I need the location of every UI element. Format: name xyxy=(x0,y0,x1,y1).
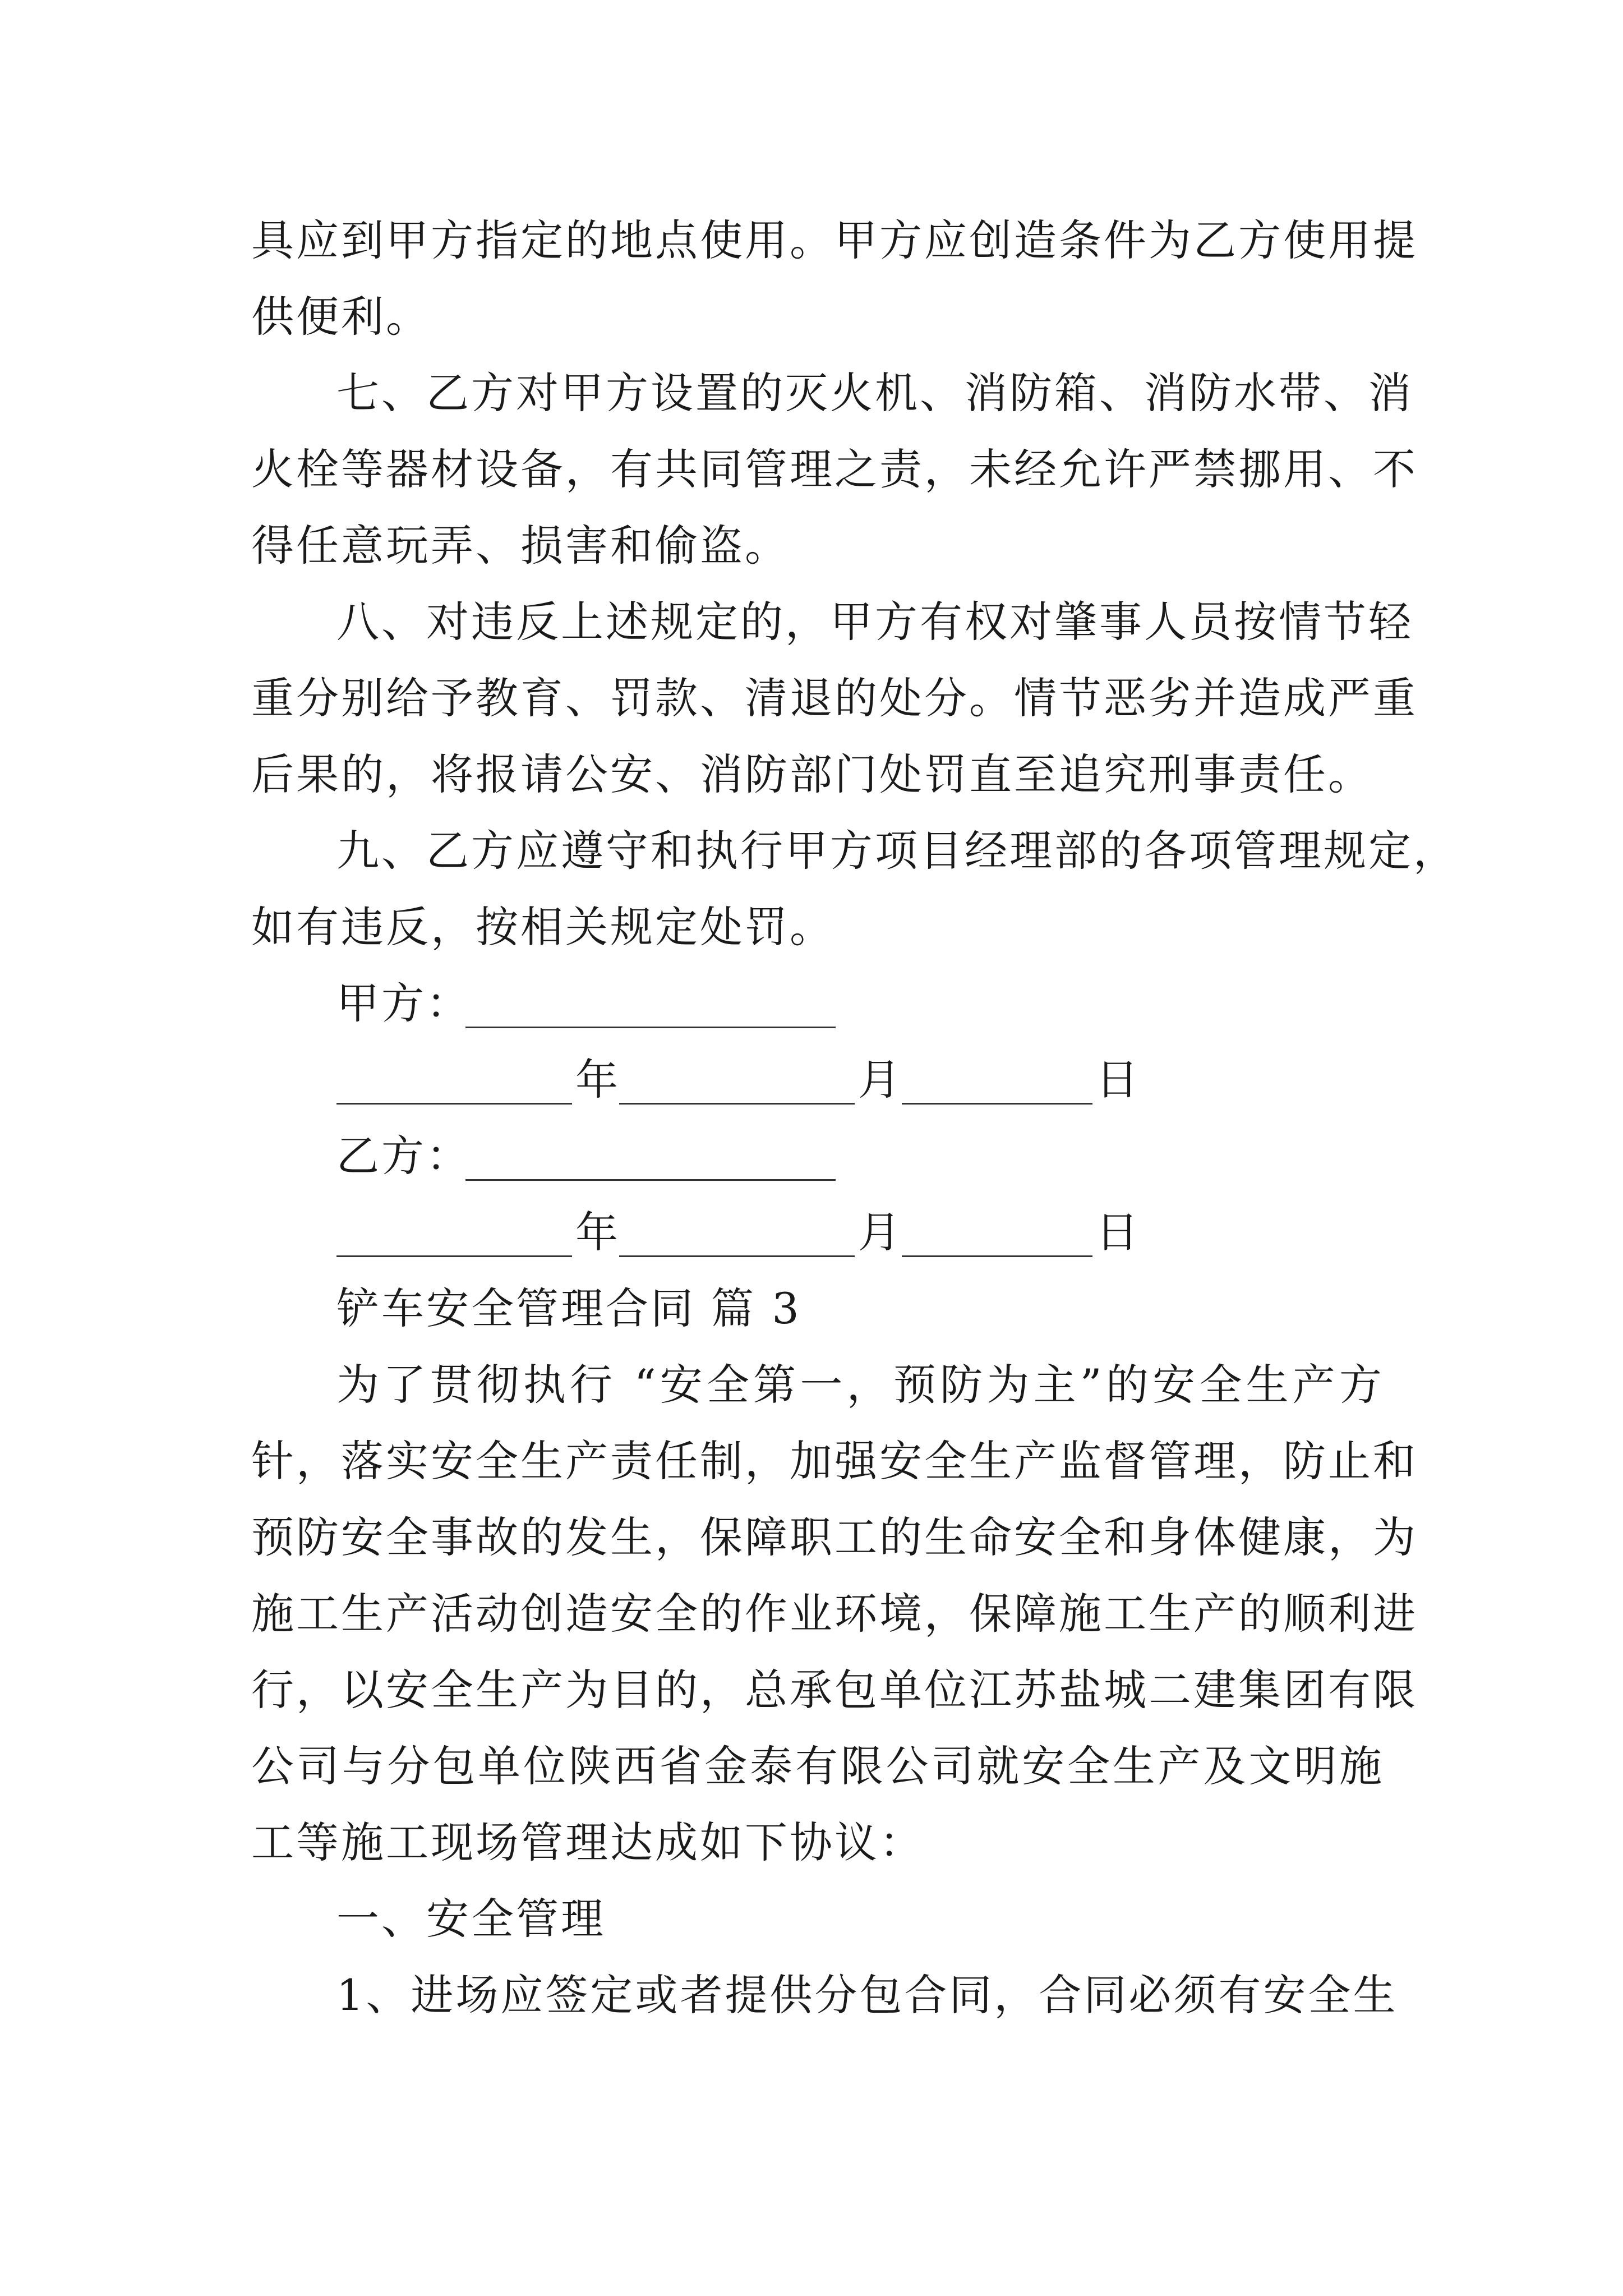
year-label: 年 xyxy=(575,1055,620,1105)
year-blank xyxy=(336,1255,572,1257)
day-blank xyxy=(902,1255,1092,1257)
paragraph-text-line: 如有违反，按相关规定处罚。 xyxy=(251,902,834,952)
section-title: 铲车安全管理合同 篇 3 xyxy=(336,1283,801,1333)
party-a-label: 甲方： xyxy=(336,978,471,1028)
month-blank xyxy=(619,1103,855,1105)
paragraph-text-line: 预防安全事故的发生，保障职工的生命安全和身体健康，为 xyxy=(251,1512,1418,1562)
paragraph-text-line: 七、乙方对甲方设置的灭火机、消防箱、消防水带、消 xyxy=(336,368,1413,418)
day-blank xyxy=(902,1103,1092,1105)
day-label: 日 xyxy=(1096,1207,1141,1257)
paragraph-text-line: 火栓等器材设备，有共同管理之责，未经允许严禁挪用、不 xyxy=(251,444,1418,494)
paragraph-text-line: 八、对违反上述规定的，甲方有权对肇事人员按情节轻 xyxy=(336,597,1413,647)
paragraph-text-line: 行，以安全生产为目的，总承包单位江苏盐城二建集团有限 xyxy=(251,1665,1418,1715)
year-label: 年 xyxy=(575,1207,620,1257)
year-blank xyxy=(336,1103,572,1105)
paragraph-text-line: 1、进场应签定或者提供分包合同，合同必须有安全生 xyxy=(336,1970,1398,2020)
party-b-signature-blank xyxy=(465,1179,836,1181)
paragraph-text-line: 为了贯彻执行 “安全第一，预防为主”的安全生产方 xyxy=(336,1360,1384,1410)
paragraph-text-line: 九、乙方应遵守和执行甲方项目经理部的各项管理规定， xyxy=(336,826,1458,876)
paragraph-text-line: 公司与分包单位陕西省金泰有限公司就安全生产及文明施 xyxy=(251,1741,1384,1791)
party-a-signature-blank xyxy=(465,1027,836,1028)
paragraph-text-line: 具应到甲方指定的地点使用。甲方应创造条件为乙方使用提 xyxy=(251,215,1418,265)
paragraph-text-line: 工等施工现场管理达成如下协议： xyxy=(251,1818,924,1867)
month-label: 月 xyxy=(858,1055,903,1105)
paragraph-text-line: 后果的，将报请公安、消防部门处罚直至追究刑事责任。 xyxy=(251,749,1373,799)
paragraph-text-line: 针，落实安全生产责任制，加强安全生产监督管理，防止和 xyxy=(251,1436,1418,1486)
paragraph-text-line: 供便利。 xyxy=(251,292,431,342)
day-label: 日 xyxy=(1096,1055,1141,1105)
paragraph-text-line: 重分别给予教育、罚款、清退的处分。情节恶劣并造成严重 xyxy=(251,673,1418,723)
subsection-heading: 一、安全管理 xyxy=(336,1894,606,1944)
party-b-label: 乙方： xyxy=(336,1131,471,1181)
paragraph-text-line: 施工生产活动创造安全的作业环境，保障施工生产的顺利进 xyxy=(251,1589,1418,1639)
month-blank xyxy=(619,1255,855,1257)
paragraph-text-line: 得任意玩弄、损害和偷盗。 xyxy=(251,521,790,570)
month-label: 月 xyxy=(858,1207,903,1257)
